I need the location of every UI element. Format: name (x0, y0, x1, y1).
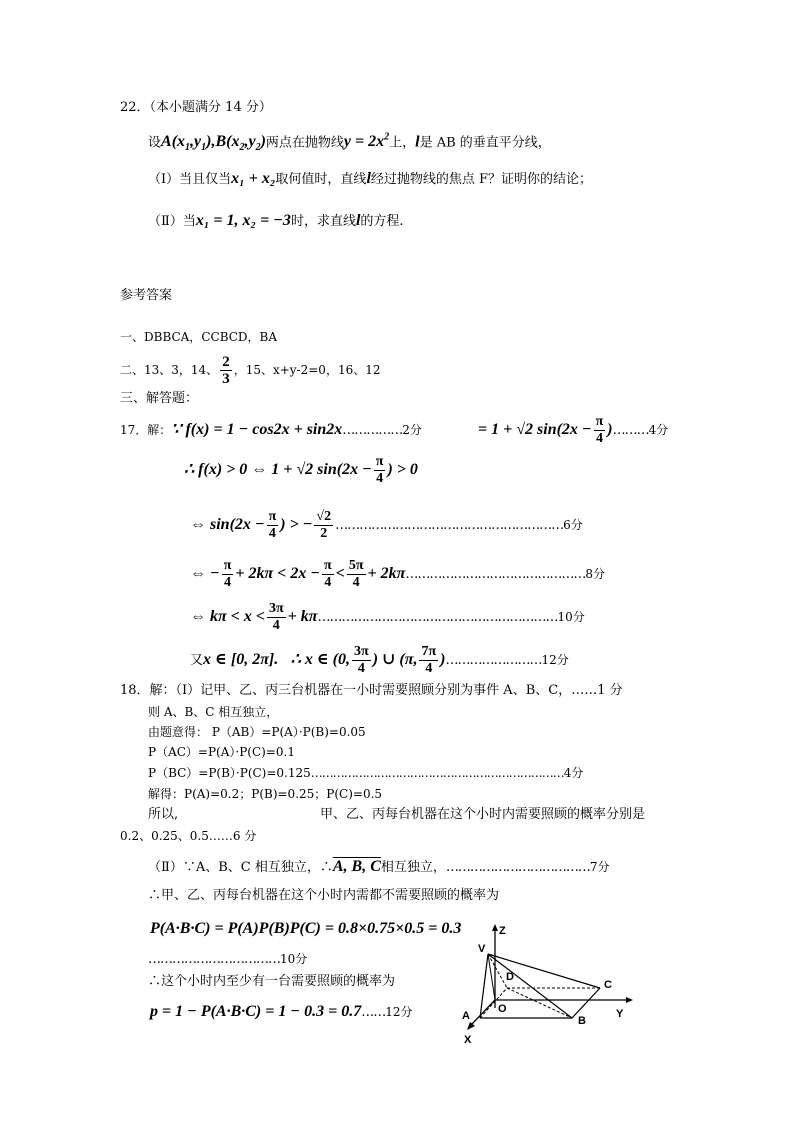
label-y: Y (616, 1008, 624, 1020)
answers-part3: 三、解答题： (120, 391, 199, 406)
s17-line3: ⇔ sin(2x − $\frac{\pi}{4}$ ) > − $\frac{√2}{2}$ …………………………………………………6分 (190, 509, 583, 541)
x-axis (472, 1000, 495, 1024)
label-a: A (462, 1010, 470, 1022)
label-v: V (478, 943, 486, 955)
x-axis-arrow (467, 1022, 475, 1030)
s17-line4: ⇔ − $\frac{\pi}{4}$ + 2kπ < 2x − $\frac{\pi}{4}$ < $\frac{5\pi}{4}$ + 2kπ………………………………………8分 (190, 558, 606, 590)
s17-line1: 17．解：∵ f(x) = 1 − cos2x + sin2x……………2分 (120, 421, 422, 438)
s18-line13: ∴这个小时内至少有一台需要照顾的概率为 (148, 974, 396, 989)
s17-line2: ∴ f(x) > 0 ⇔ 1 + √2 sin(2x − $\frac{\pi}{4}$ ) > 0 (184, 454, 418, 486)
q22-part2: （Ⅱ）当x₁ = 1, x₂ = −3时，求直线l的方程. (148, 212, 404, 229)
label-x: X (464, 1034, 472, 1046)
z-axis-arrow (492, 924, 498, 931)
answers-title: 参考答案 (120, 288, 173, 303)
edge-vc (488, 954, 600, 988)
s18-line5: P（BC）=P(B）·P(C)=0.125……………………………………………………………4分 (148, 766, 584, 780)
label-z: Z (499, 925, 506, 937)
s18-line4: P（AC）=P(A）·P(C)=0.1 (148, 745, 295, 759)
s18-line2: 则 A、B、C 相互独立， (148, 705, 279, 719)
q22-stem: 设$A(x_1,y_1),B(x_2,y_2)$两点在抛物线$y = 2x^2$上，l是 AB 的垂直平分线， (148, 132, 551, 154)
answers-part1: 一、DBBCA，CCBCD，BA (120, 330, 278, 344)
s18-line9: （Ⅱ）∵A、B、C 相互独立，∴A, B, C相互独立，………………………………7分 (148, 858, 610, 875)
label-d: D (506, 971, 514, 983)
s18-line14: p = 1 − P(A·B·C) = 1 − 0.3 = 0.7……12分 (150, 1003, 413, 1020)
s18-line11: P(A·B·C) = P(A)P(B)P(C) = 0.8×0.75×0.5 = 0.3 (150, 920, 462, 937)
geometry-figure-svg (452, 920, 642, 1048)
s18-line3: 由题意得： P（AB）=P(A）·P(B)=0.05 (148, 725, 366, 739)
s17-line1b: = 1 + √2 sin(2x − $\frac{\pi}{4}$ )………4分 (478, 414, 669, 446)
s18-line1: 18．解：（Ⅰ）记甲、乙、丙三台机器在一小时需要照顾分别为事件 A、B、C，……1 分 (120, 683, 623, 698)
label-o: O (498, 1003, 507, 1015)
s17-line6: 又x ∈ [0, 2π]. ∴ x ∈ (0, $\frac{3\pi}{4}$ ) ∪ (π, $\frac{7\pi}{4}$ )……………………12分 (190, 644, 569, 676)
s18-line12: ……………………………10分 (148, 952, 308, 967)
q22-header: 22．（本小题满分 14 分） (120, 100, 272, 115)
s18-line7b: 甲、乙、丙每台机器在这个小时内需要照顾的概率分别是 (320, 807, 646, 822)
s18-line10: ∴甲、乙、丙每台机器在这个小时内需都不需要照顾的概率为 (148, 888, 500, 903)
label-b: B (578, 1015, 586, 1027)
s18-line6: 解得：P(A)=0.2；P(B)=0.25；P(C)=0.5 (148, 787, 383, 801)
label-c: C (604, 979, 612, 991)
s18-line7a: 所以, (148, 807, 179, 822)
y-axis-arrow (626, 997, 633, 1003)
s17-line5: ⇔ kπ < x < $\frac{3\pi}{4}$ + kπ……………………………………………………10分 (190, 601, 585, 633)
answers-part2: 二、13、3，14、 $\frac{2}{3}$ ，15、x+y-2=0，16、12 (120, 354, 381, 387)
q22-part1: （Ⅰ）当且仅当x₁ + x₂取何值时，直线l经过抛物线的焦点 F？证明你的结论； (148, 170, 593, 187)
s18-line8: 0.2、0.25、0.5……6 分 (120, 829, 257, 843)
geometry-figure (452, 920, 642, 1052)
